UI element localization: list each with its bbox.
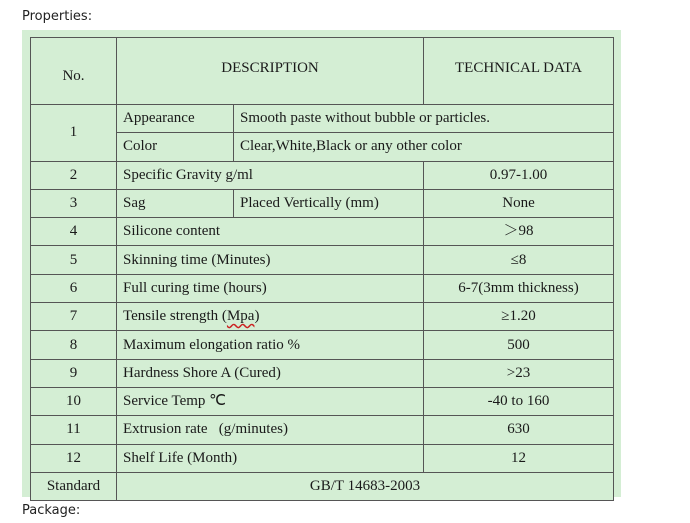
row-technical-data: ≥1.20: [424, 303, 614, 331]
row-number: 7: [31, 303, 117, 331]
row-number: 2: [31, 161, 117, 189]
row-technical-data: 12: [424, 444, 614, 472]
row-label: Appearance: [117, 105, 234, 133]
header-no: No.: [31, 38, 117, 105]
package-heading: Package:: [22, 503, 81, 518]
row-description: Hardness Shore A (Cured): [117, 359, 424, 387]
table-row: [31, 105, 614, 133]
row-description: [117, 303, 424, 331]
table-row: [31, 359, 614, 387]
header-description: DESCRIPTION: [117, 38, 424, 105]
row-description: Sag: [117, 189, 234, 217]
row-value: Smooth paste without bubble or particles.: [234, 105, 614, 133]
row-number: 4: [31, 218, 117, 246]
row-number: 5: [31, 246, 117, 274]
properties-heading: Properties:: [22, 9, 93, 24]
row-description: Specific Gravity g/ml: [117, 161, 424, 189]
row-technical-data: None: [424, 189, 614, 217]
table-row: [31, 303, 614, 331]
row-number: 12: [31, 444, 117, 472]
row-number: 6: [31, 274, 117, 302]
table-row: [31, 133, 614, 161]
table-row: [31, 218, 614, 246]
row-technical-data: >23: [424, 359, 614, 387]
table-header-row: [31, 38, 614, 105]
properties-table: [30, 37, 614, 501]
row-number: 8: [31, 331, 117, 359]
table-row: [31, 387, 614, 415]
row-number: 9: [31, 359, 117, 387]
row-value: Clear,White,Black or any other color: [234, 133, 614, 161]
row-description: Extrusion rate (g/minutes): [117, 416, 424, 444]
row-technical-data: ＞98: [424, 218, 614, 246]
row-subdescription: Placed Vertically (mm): [234, 189, 424, 217]
row-technical-data: -40 to 160: [424, 387, 614, 415]
row-description: Skinning time (Minutes): [117, 246, 424, 274]
row-number: 10: [31, 387, 117, 415]
table-row: [31, 444, 614, 472]
row-number: 1: [31, 105, 117, 162]
row-description: Service Temp ℃: [117, 387, 424, 415]
row-number: 3: [31, 189, 117, 217]
row-label: Color: [117, 133, 234, 161]
table-row: [31, 472, 614, 500]
row-number: 11: [31, 416, 117, 444]
row-description: Silicone content: [117, 218, 424, 246]
row-technical-data: 0.97-1.00: [424, 161, 614, 189]
spellcheck-underlined-word: Mpa: [226, 308, 255, 325]
description-text: ): [254, 308, 260, 325]
standard-label: Standard: [31, 472, 117, 500]
row-technical-data: 6-7(3mm thickness): [424, 274, 614, 302]
standard-value: GB/T 14683-2003: [117, 472, 614, 500]
table-row: [31, 274, 614, 302]
properties-panel: [22, 30, 621, 497]
table-row: [31, 416, 614, 444]
table-row: [31, 246, 614, 274]
row-technical-data: 630: [424, 416, 614, 444]
table-row: [31, 331, 614, 359]
row-technical-data: 500: [424, 331, 614, 359]
row-technical-data: ≤8: [424, 246, 614, 274]
table-row: [31, 189, 614, 217]
row-description: Full curing time (hours): [117, 274, 424, 302]
header-technical-data: TECHNICAL DATA: [424, 38, 614, 105]
row-description: Maximum elongation ratio %: [117, 331, 424, 359]
description-text: Tensile strength (: [123, 308, 227, 325]
row-description: Shelf Life (Month): [117, 444, 424, 472]
table-row: [31, 161, 614, 189]
